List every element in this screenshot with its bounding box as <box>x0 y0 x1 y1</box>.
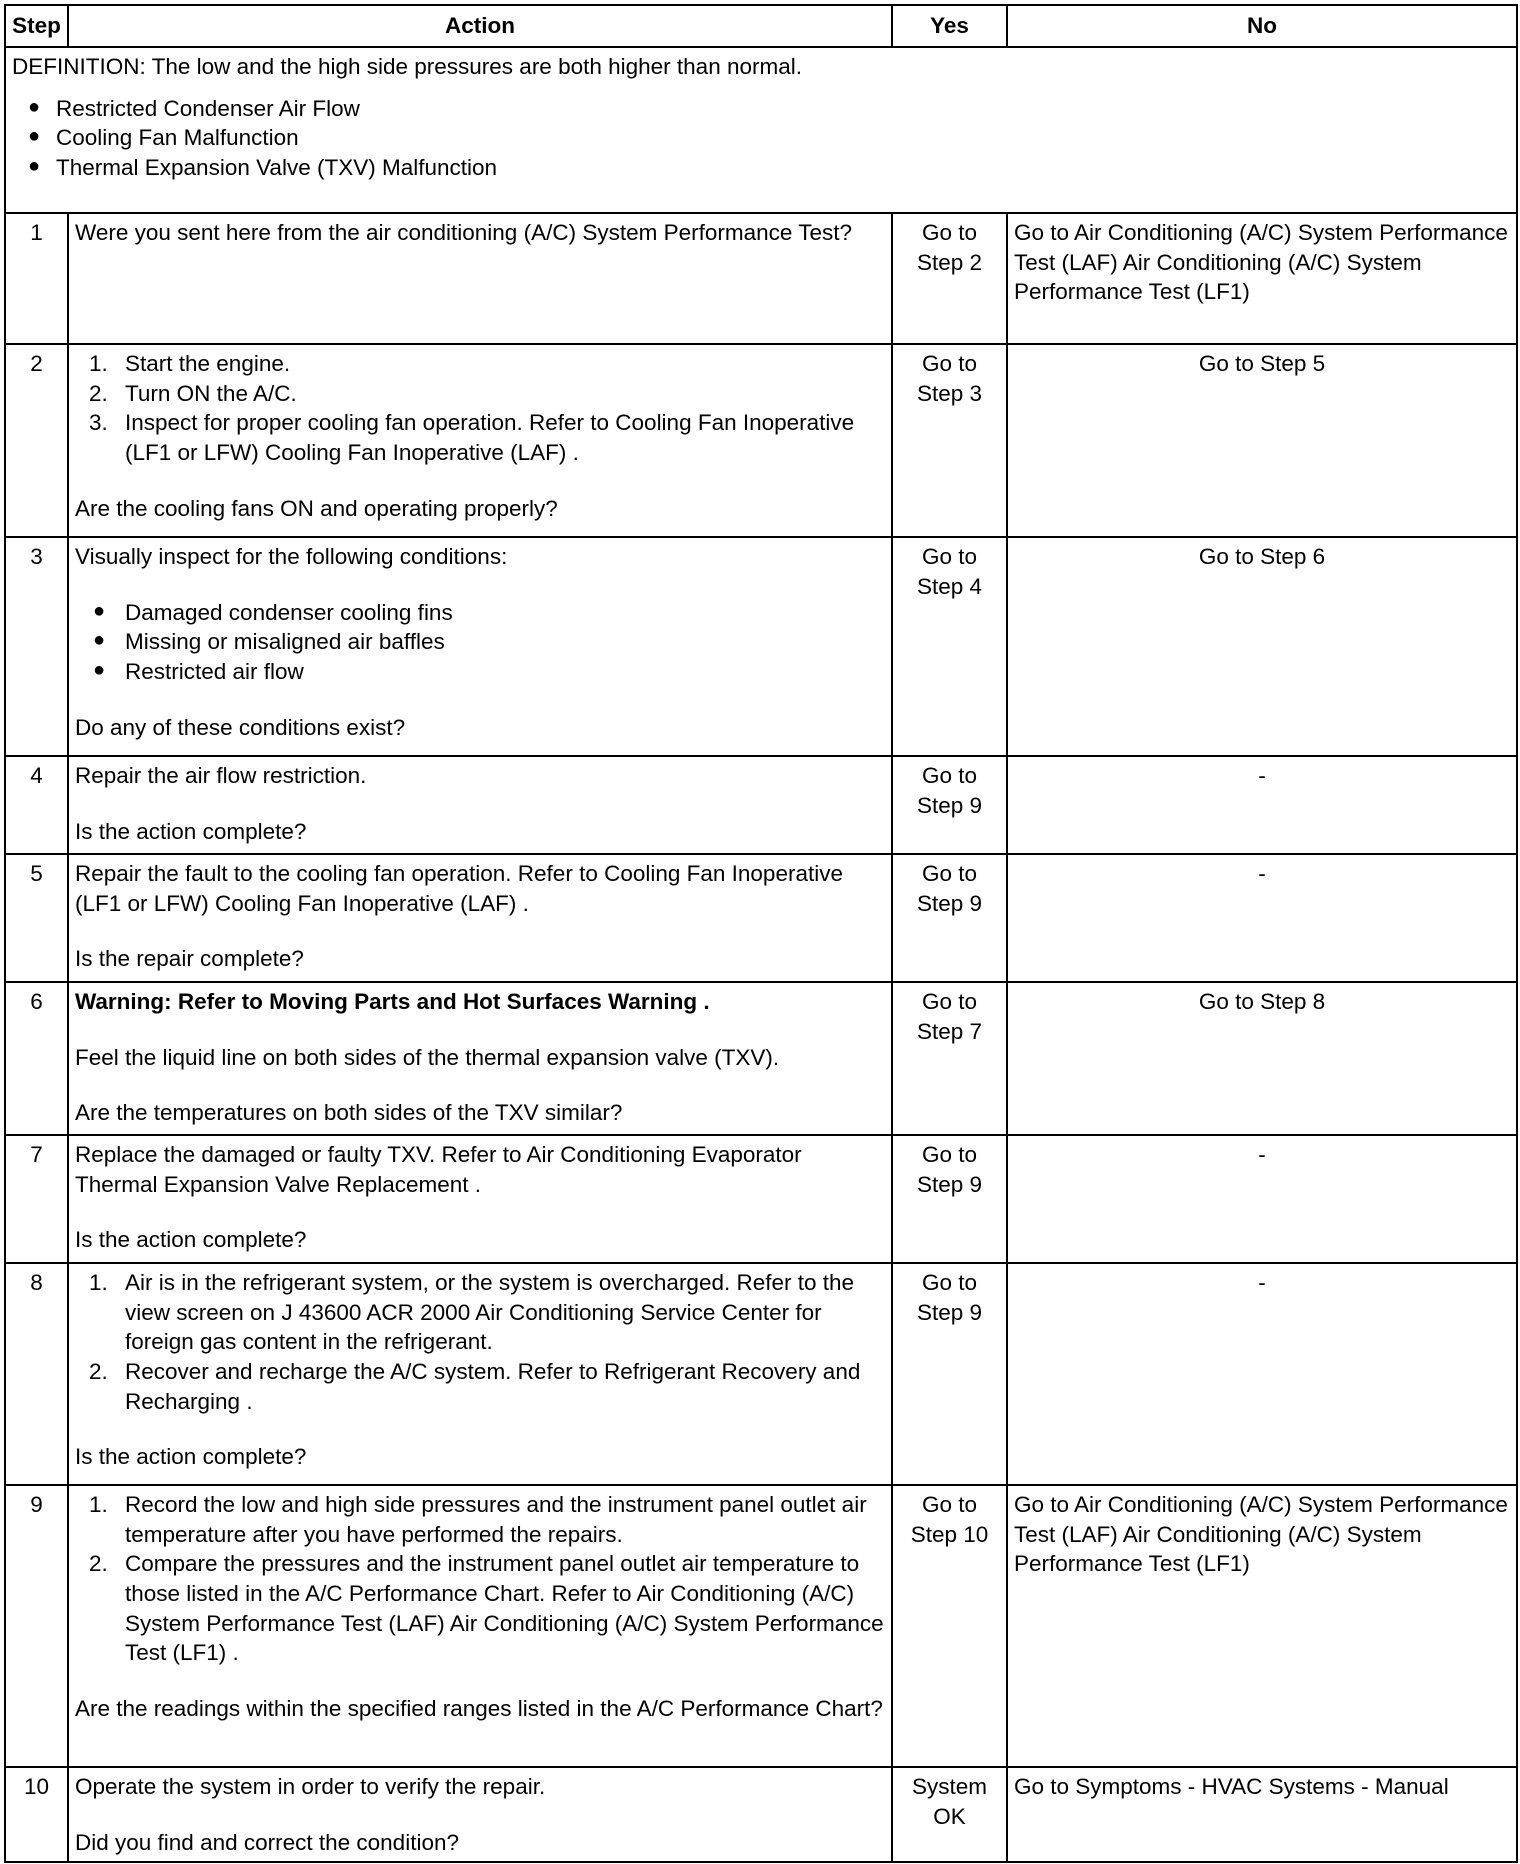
table-row <box>5 537 1517 756</box>
diagnostic-table <box>4 4 1518 1863</box>
table-row <box>5 982 1517 1135</box>
list-item: ● Restricted Condenser Air Flow <box>12 94 1510 124</box>
numbered-list <box>75 349 885 468</box>
header-no: No <box>1007 5 1517 47</box>
yes-line: Go to <box>921 1270 978 1295</box>
yes-cell <box>892 1485 1007 1767</box>
list-item: ● Thermal Expansion Valve (TXV) Malfunction <box>12 153 1510 183</box>
step-number: 2 <box>5 344 68 537</box>
yes-cell <box>892 854 1007 982</box>
definition-row <box>5 47 1517 213</box>
header-yes: Yes <box>892 5 1007 47</box>
no-cell: Go to Step 8 <box>1007 982 1517 1135</box>
list-item: ● Restricted air flow <box>75 657 885 687</box>
action-cell <box>68 982 892 1135</box>
definition-text: DEFINITION: The low and the high side pressures are both higher than normal. <box>12 54 802 79</box>
yes-line: Go to <box>921 220 978 245</box>
no-cell: Go to Step 5 <box>1007 344 1517 537</box>
yes-line: Go to <box>921 544 978 569</box>
table-row <box>5 1485 1517 1767</box>
intro-text: Visually inspect for the following conditions: <box>75 544 508 569</box>
yes-line: Step 9 <box>916 792 983 818</box>
no-cell: - <box>1007 854 1517 982</box>
conditions-list <box>75 598 885 687</box>
action-cell <box>68 1767 892 1862</box>
table-row <box>5 344 1517 537</box>
question-text: Is the action complete? <box>75 818 307 844</box>
yes-line: System <box>911 1774 987 1799</box>
table-row <box>5 1767 1517 1862</box>
yes-line: Step 9 <box>916 1299 983 1325</box>
yes-line: Go to <box>921 763 978 788</box>
no-cell: Go to Symptoms - HVAC Systems - Manual <box>1007 1767 1517 1862</box>
table-row <box>5 1263 1517 1485</box>
no-cell: Go to Step 6 <box>1007 537 1517 756</box>
yes-line: Step 9 <box>916 890 983 916</box>
yes-line: Go to <box>921 861 978 886</box>
list-item: 2. Turn ON the A/C. <box>89 380 297 406</box>
header-row <box>5 5 1517 47</box>
list-item: ● Cooling Fan Malfunction <box>12 123 1510 153</box>
step-number: 6 <box>5 982 68 1135</box>
yes-line: Step 4 <box>916 573 983 599</box>
numbered-list <box>75 1490 885 1668</box>
list-item: 1. Record the low and high side pressures and the instrument panel outlet air temperature after you have performed the repairs. <box>89 1492 867 1547</box>
yes-cell <box>892 344 1007 537</box>
list-item: 1. Air is in the refrigerant system, or the system is overcharged. Refer to the view screen on J 43600 ACR 2000 Air Conditioning Service Center for foreign gas content in the refrigerant. <box>89 1270 855 1355</box>
list-item: 2. Compare the pressures and the instrument panel outlet air temperature to those listed in the A/C Performance Chart. Refer to Air Conditioning (A/C) System Performance Test (LAF) Air Conditioning (A/C) System Performance Test (LF1) . <box>89 1551 884 1666</box>
question-text: Were you sent here from the air conditioning (A/C) System Performance Test? <box>75 220 853 245</box>
yes-line: OK <box>933 1803 966 1829</box>
yes-line: Go to <box>921 989 978 1014</box>
list-item: 3. Inspect for proper cooling fan operation. Refer to Cooling Fan Inoperative (LF1 or LFW) Cooling Fan Inoperative (LAF) . <box>89 410 855 466</box>
yes-cell <box>892 756 1007 854</box>
question-text: Is the action complete? <box>75 1227 307 1253</box>
step-number: 3 <box>5 537 68 756</box>
intro-text: Feel the liquid line on both sides of the thermal expansion valve (TXV). <box>75 1044 780 1070</box>
question-text: Are the cooling fans ON and operating properly? <box>75 495 558 521</box>
yes-cell <box>892 213 1007 344</box>
list-item: ● Missing or misaligned air baffles <box>75 627 885 657</box>
question-text: Are the temperatures on both sides of the TXV similar? <box>75 1100 623 1126</box>
intro-text: Repair the fault to the cooling fan operation. Refer to Cooling Fan Inoperative (LF1 or LFW) Cooling Fan Inoperative (LAF) . <box>75 861 843 916</box>
list-item: ● Damaged condenser cooling fins <box>75 598 885 628</box>
yes-line: Step 10 <box>910 1521 989 1547</box>
yes-line: Go to <box>921 1142 978 1167</box>
yes-cell <box>892 1135 1007 1263</box>
intro-text: Replace the damaged or faulty TXV. Refer to Air Conditioning Evaporator Thermal Expansion Valve Replacement . <box>75 1142 802 1197</box>
step-number: 4 <box>5 756 68 854</box>
yes-line: Step 3 <box>916 380 983 406</box>
yes-line: Go to <box>921 1492 978 1517</box>
yes-cell <box>892 1263 1007 1485</box>
action-cell <box>68 344 892 537</box>
yes-cell <box>892 982 1007 1135</box>
step-number: 7 <box>5 1135 68 1263</box>
step-number: 1 <box>5 213 68 344</box>
step-number: 5 <box>5 854 68 982</box>
action-cell <box>68 537 892 756</box>
header-action: Action <box>68 5 892 47</box>
yes-line: Step 9 <box>916 1171 983 1197</box>
question-text: Is the action complete? <box>75 1444 307 1470</box>
step-number: 10 <box>5 1767 68 1862</box>
table-row <box>5 213 1517 344</box>
action-cell <box>68 1135 892 1263</box>
action-cell <box>68 1263 892 1485</box>
list-item: 1. Start the engine. <box>89 351 291 376</box>
step-number: 9 <box>5 1485 68 1767</box>
yes-line: Step 2 <box>916 249 983 275</box>
yes-line: Step 7 <box>916 1018 983 1044</box>
action-cell <box>68 854 892 982</box>
yes-cell <box>892 537 1007 756</box>
warning-text: Warning: Refer to Moving Parts and Hot Surfaces Warning . <box>75 989 710 1014</box>
question-text: Did you find and correct the condition? <box>75 1829 459 1855</box>
question-text: Do any of these conditions exist? <box>75 714 406 740</box>
table-row <box>5 854 1517 982</box>
numbered-list <box>75 1268 885 1416</box>
yes-cell <box>892 1767 1007 1862</box>
list-item: 2. Recover and recharge the A/C system. Refer to Refrigerant Recovery and Recharging . <box>89 1359 861 1414</box>
no-cell: Go to Air Conditioning (A/C) System Performance Test (LAF) Air Conditioning (A/C) System Performance Test (LF1) <box>1007 213 1517 344</box>
question-text: Is the repair complete? <box>75 946 304 972</box>
intro-text: Repair the air flow restriction. <box>75 763 367 788</box>
definition-cell <box>5 47 1517 213</box>
no-cell: - <box>1007 756 1517 854</box>
table-row <box>5 1135 1517 1263</box>
no-cell: - <box>1007 1135 1517 1263</box>
table-row <box>5 756 1517 854</box>
no-cell: Go to Air Conditioning (A/C) System Performance Test (LAF) Air Conditioning (A/C) System Performance Test (LF1) <box>1007 1485 1517 1767</box>
header-step: Step <box>5 5 68 47</box>
intro-text: Operate the system in order to verify the repair. <box>75 1774 546 1799</box>
yes-line: Go to <box>921 351 978 376</box>
action-cell <box>68 756 892 854</box>
step-number: 8 <box>5 1263 68 1485</box>
definition-list <box>12 94 1510 183</box>
question-text: Are the readings within the specified ranges listed in the A/C Performance Chart? <box>75 1696 883 1722</box>
action-cell <box>68 1485 892 1767</box>
action-cell <box>68 213 892 344</box>
no-cell: - <box>1007 1263 1517 1485</box>
